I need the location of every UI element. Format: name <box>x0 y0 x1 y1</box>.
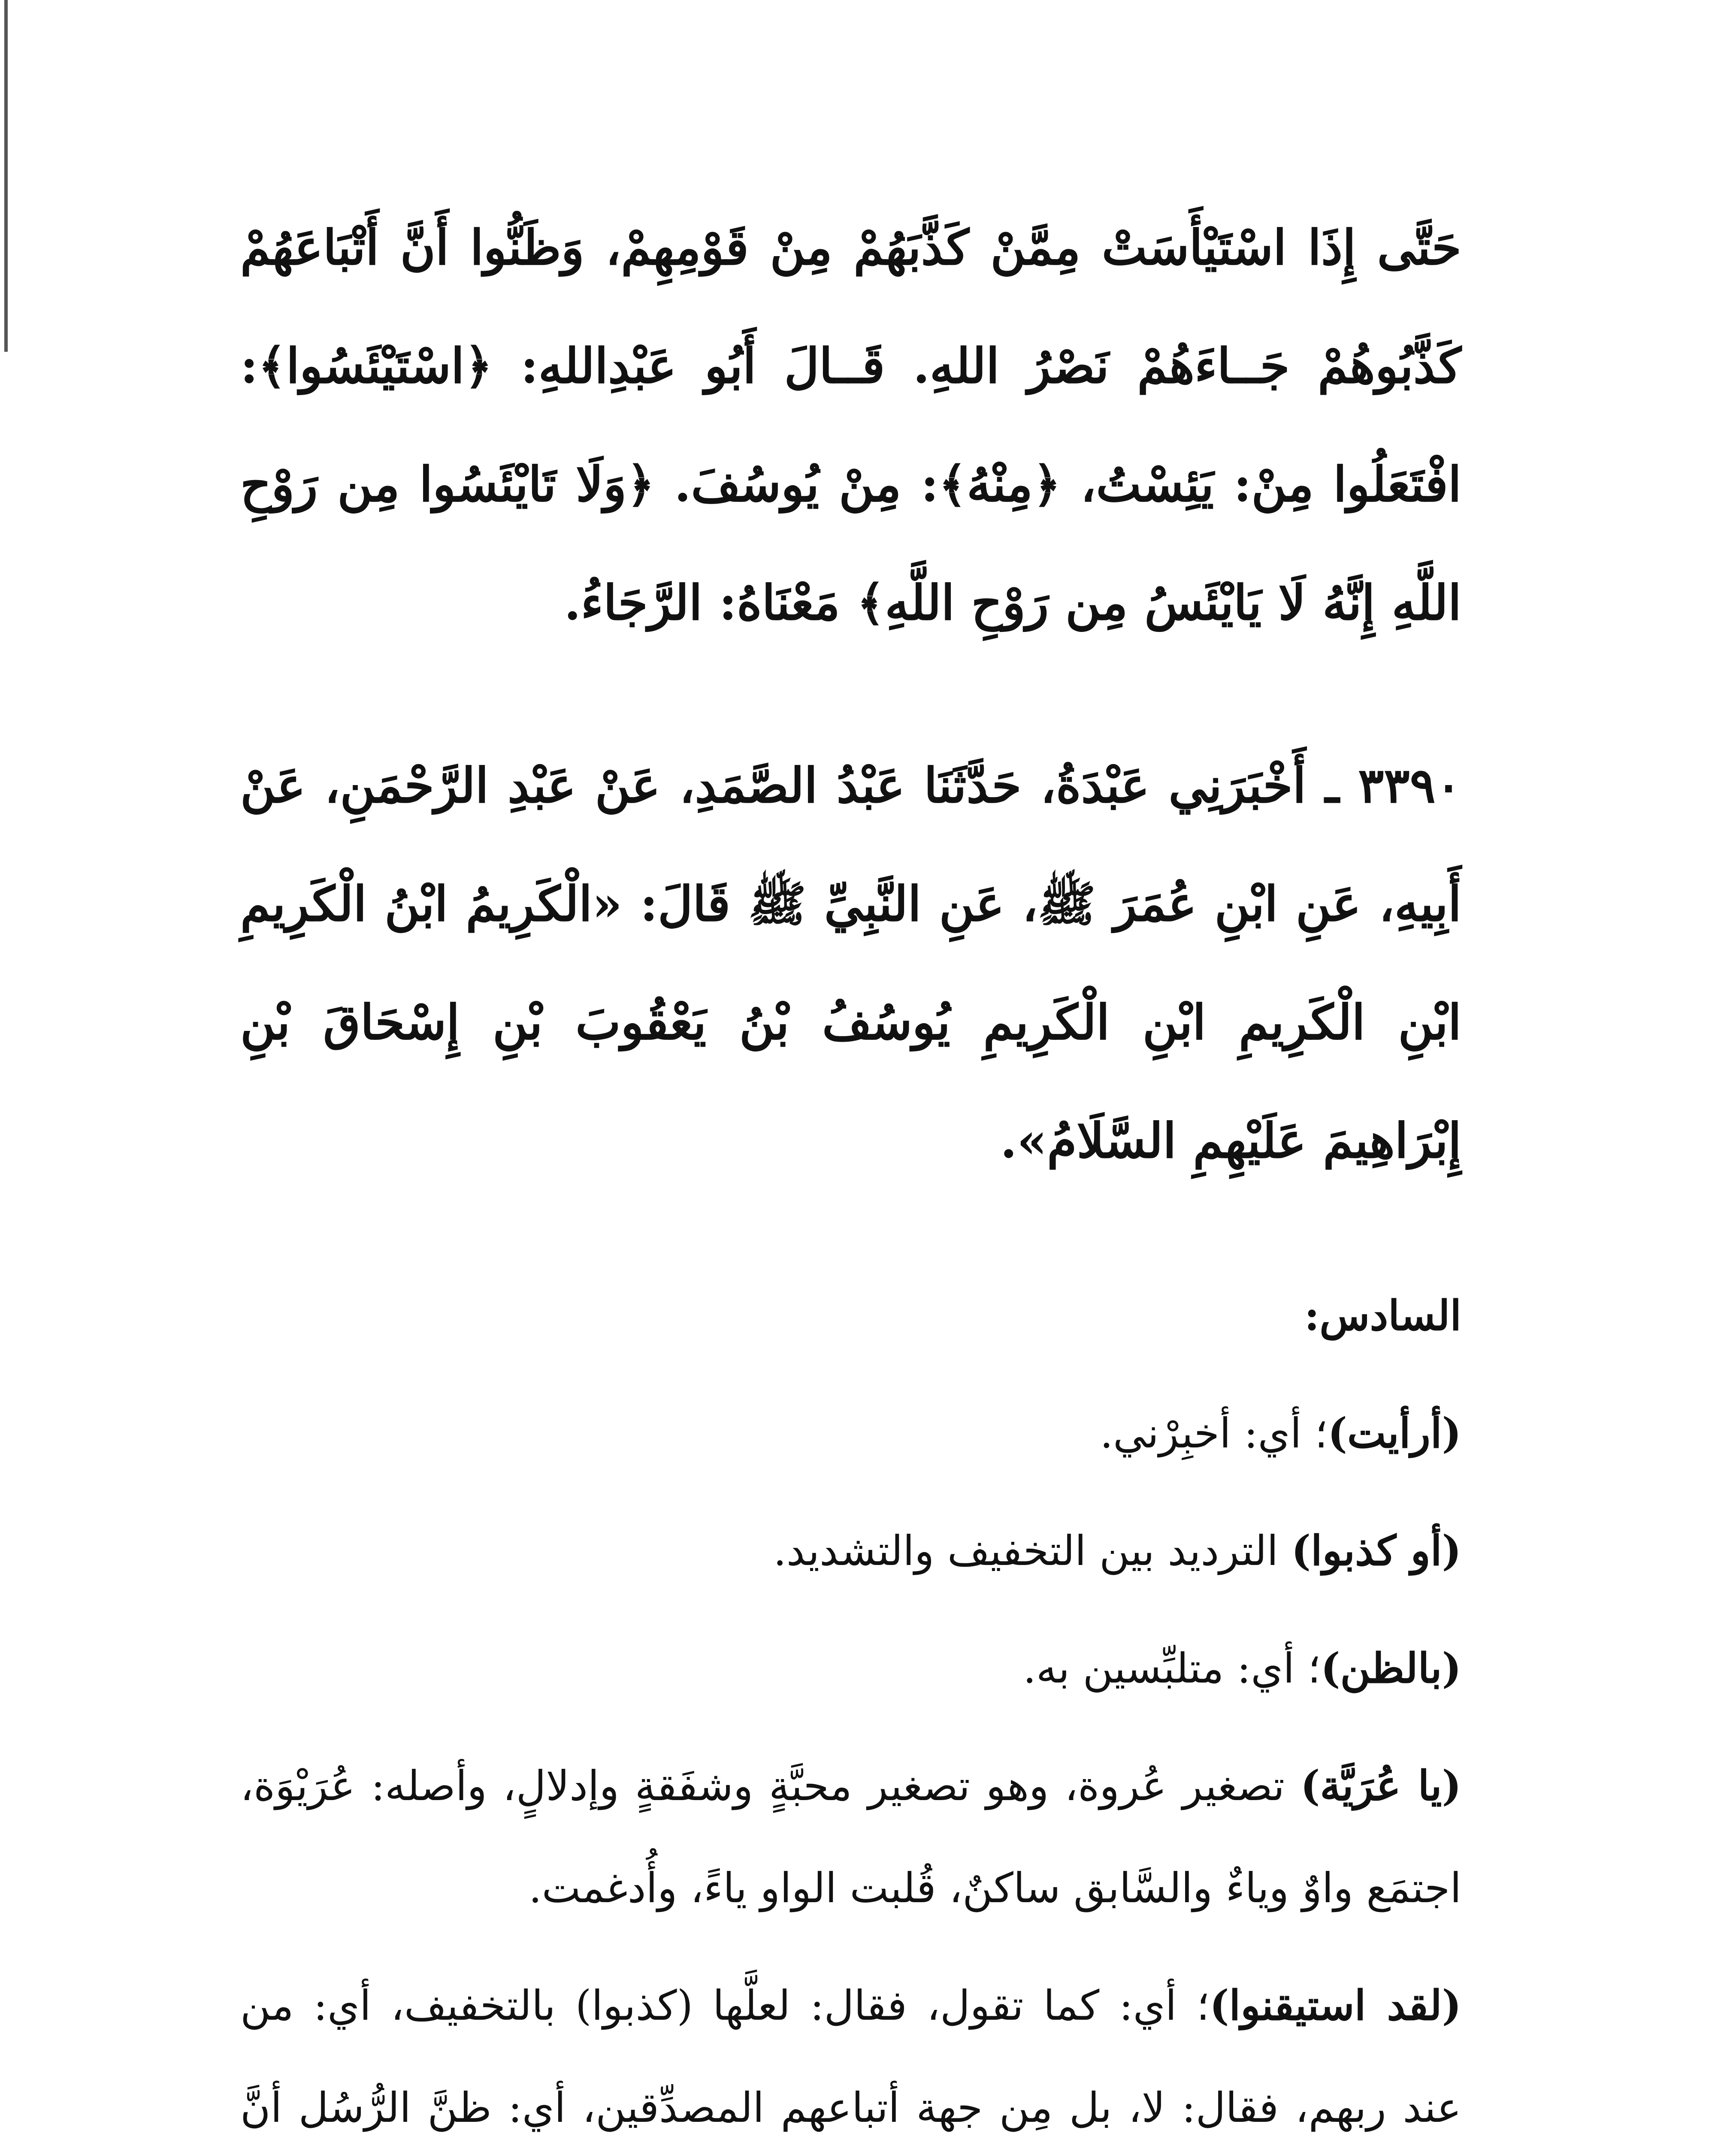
commentary-text-5: ؛ أي: كما تقول، فقال: لعلَّها (كذبوا) بالتخفيف، أي: من عند ربهم، فقال: لا، بل مِن جهة أتباعهم المصدِّقين، أي: ظنَّ الرُّسُل أنَّ <box>240 1982 1461 2132</box>
page-edge-line <box>4 0 8 352</box>
commentary-section <box>240 1265 1461 2145</box>
commentary-paragraph-4 <box>240 1735 1461 1939</box>
commentary-term-3: (بالظن) <box>1321 1644 1461 1692</box>
commentary-term-4: (يا عُرَيَّة) <box>1300 1761 1462 1810</box>
commentary-term-5: (لقد استيقنوا) <box>1210 1981 1462 2030</box>
commentary-term-1: (أرأيت) <box>1328 1409 1461 1457</box>
commentary-text-3: ؛ أي: متلبِّسين به. <box>1023 1644 1321 1692</box>
commentary-text-2: الترديد بين التخفيف والتشديد. <box>773 1527 1291 1575</box>
commentary-paragraph-5 <box>240 1955 1461 2145</box>
commentary-paragraph-2 <box>240 1500 1461 1602</box>
commentary-heading: السادس: <box>1304 1291 1461 1340</box>
commentary-paragraph-1 <box>240 1382 1461 1484</box>
commentary-paragraph-3 <box>240 1617 1461 1719</box>
commentary-text-4: تصغير عُروة، وهو تصغير محبَّةٍ وشفَقةٍ وإدلالٍ، وأصله: عُرَيْوَة، اجتمَع واوٌ وياءٌ والسَّابق ساكنٌ، قُلبت الواو ياءً، وأُدغمت. <box>240 1762 1461 1912</box>
commentary-text-1: ؛ أي: أخبِرْني. <box>1100 1409 1328 1457</box>
hadith-text-block-2: ٣٣٩٠ ـ أَخْبَرَنِي عَبْدَةُ، حَدَّثَنَا عَبْدُ الصَّمَدِ، عَنْ عَبْدِ الرَّحْمَنِ، عَنْ أَبِيهِ، عَنِ ابْنِ عُمَرَ ﷺ، عَنِ النَّبِيِّ ﷺ قَالَ: «الْكَرِيمُ ابْنُ الْكَرِيمِ ابْنِ الْكَرِيمِ ابْنِ الْكَرِيمِ يُوسُفُ بْنُ يَعْقُوبَ بْنِ إِسْحَاقَ بْنِ إِبْرَاهِيمَ عَلَيْهِمِ السَّلَامُ». <box>240 758 1461 1169</box>
hadith-text-block-1: حَتَّى إِذَا اسْتَيْأَسَتْ مِمَّنْ كَذَّبَهُمْ مِنْ قَوْمِهِمْ، وَظَنُّوا أَنَّ أَتْبَاعَهُمْ كَذَّبُوهُمْ جَــاءَهُمْ نَصْرُ اللهِ. قَــالَ أَبُو عَبْدِاللهِ: ﴿اسْتَيْئَسُوا﴾: افْتَعَلُوا مِنْ: يَئِسْتُ، ﴿مِنْهُ﴾: مِنْ يُوسُفَ. ﴿وَلَا تَايْئَسُوا مِن رَوْحِ اللَّهِ إِنَّهُ لَا يَايْئَسُ مِن رَوْحِ اللَّهِ﴾ مَعْنَاهُ: الرَّجَاءُ. <box>240 220 1461 631</box>
page-body <box>240 189 1461 2145</box>
commentary-term-2: (أو كذبوا) <box>1291 1526 1461 1575</box>
